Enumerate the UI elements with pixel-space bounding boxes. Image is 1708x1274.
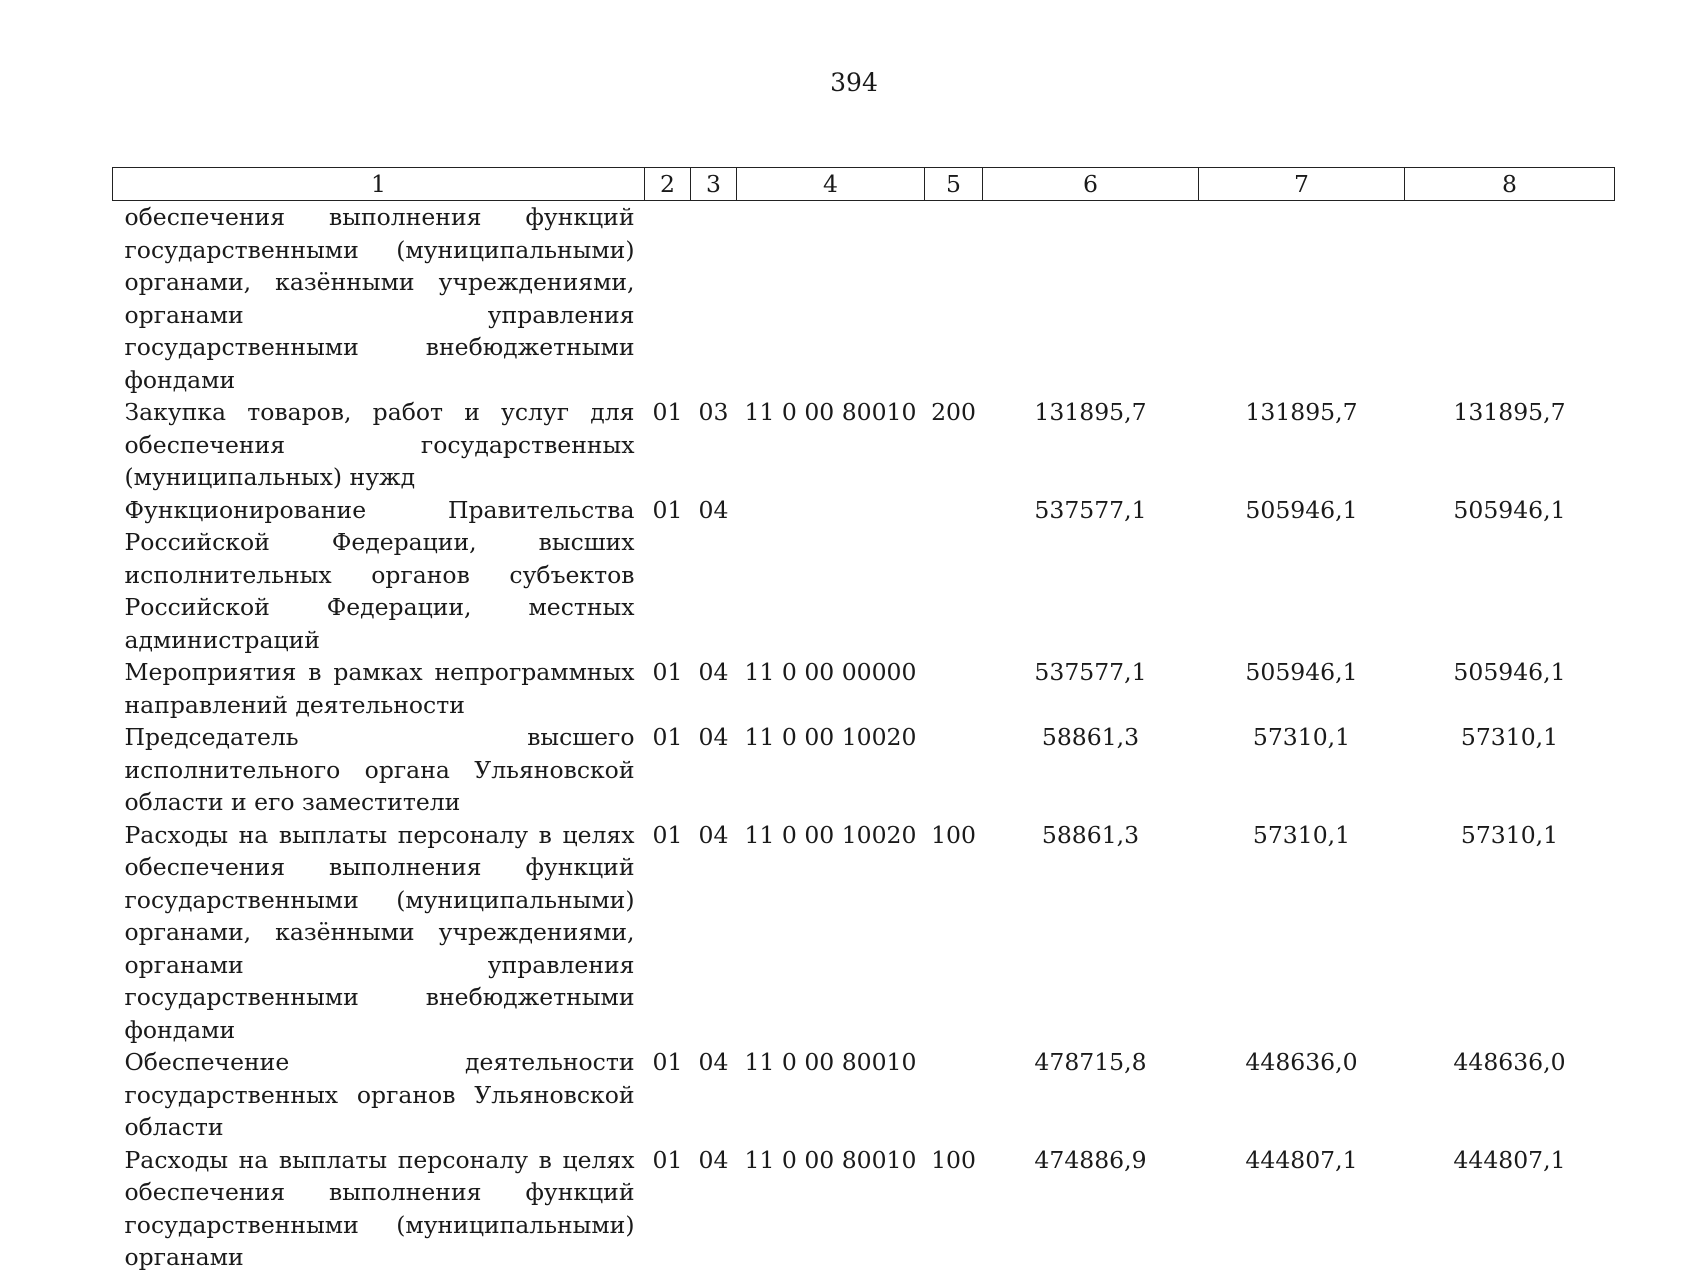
header-col-7: 7 — [1199, 168, 1405, 201]
row-section: 01 — [652, 495, 683, 524]
table-row — [113, 396, 1615, 494]
row-description: Расходы на выплаты персоналу в целях обеспечения выполнения функций государственными (муниципальными) органами — [124, 1145, 635, 1271]
header-col-2: 2 — [645, 168, 691, 201]
row-description: Председатель высшего исполнительного органа Ульяновской области и его заместители — [124, 723, 635, 816]
row-description: Функционирование Правительства Российской Федерации, высших исполнительных органов субъектов Российской Федерации, местных администраций — [124, 495, 635, 654]
row-subsection: 04 — [698, 1048, 729, 1076]
row-target-article — [737, 201, 925, 397]
row-amount-col-8: 444807,1 — [1453, 1145, 1566, 1174]
row-expense-type — [925, 656, 983, 721]
budget-table — [112, 167, 1615, 1274]
row-amount-col-7 — [1199, 201, 1405, 397]
row-expense-type: 100 — [931, 820, 976, 849]
row-section: 01 — [652, 820, 683, 849]
row-subsection: 03 — [698, 398, 729, 426]
row-subsection: 04 — [698, 658, 729, 686]
row-amount-col-8: 57310,1 — [1460, 820, 1559, 849]
header-col-1: 1 — [113, 168, 645, 201]
row-section: 01 — [652, 1145, 683, 1174]
table-header — [113, 168, 1615, 201]
row-expense-type — [925, 721, 983, 819]
row-section: 01 — [652, 658, 683, 686]
row-description: Мероприятия в рамках непрограммных направлений деятельности — [124, 658, 635, 719]
row-amount-col-7: 444807,1 — [1245, 1145, 1358, 1174]
header-col-6: 6 — [983, 168, 1199, 201]
table-row — [113, 494, 1615, 657]
table-row — [113, 656, 1615, 721]
row-target-article: 11 0 00 00000 — [744, 658, 917, 686]
row-target-article: 11 0 00 80010 — [744, 1048, 917, 1076]
row-amount-col-7: 131895,7 — [1245, 398, 1358, 426]
table-row — [113, 1046, 1615, 1144]
table-row — [113, 819, 1615, 1047]
row-description: Расходы на выплаты персоналу в целях обеспечения выполнения функций государственными (муниципальными) органами, казёнными учреждениями, органами управления государственными внебюджетными фондами — [124, 820, 635, 1044]
row-expense-type — [925, 1046, 983, 1144]
row-description: Обеспечение деятельности государственных органов Ульяновской области — [124, 1048, 635, 1141]
row-amount-col-6: 58861,3 — [1041, 723, 1140, 751]
row-target-article: 11 0 00 10020 — [744, 820, 917, 849]
row-amount-col-7: 57310,1 — [1252, 723, 1351, 751]
row-amount-col-6: 537577,1 — [1034, 658, 1147, 686]
row-section: 01 — [652, 398, 683, 426]
row-subsection: 04 — [698, 1145, 729, 1174]
row-description: обеспечения выполнения функций государственными (муниципальными) органами, казёнными учреждениями, органами управления государственными внебюджетными фондами — [124, 203, 635, 394]
row-amount-col-6: 537577,1 — [1034, 495, 1147, 524]
row-subsection: 04 — [698, 820, 729, 849]
row-expense-type — [925, 201, 983, 397]
row-amount-col-8: 505946,1 — [1453, 495, 1566, 524]
row-target-article: 11 0 00 80010 — [744, 398, 917, 426]
row-target-article: 11 0 00 10020 — [744, 723, 917, 751]
row-section: 01 — [652, 1048, 683, 1076]
row-expense-type — [925, 494, 983, 657]
row-amount-col-8: 131895,7 — [1453, 398, 1566, 426]
header-col-4: 4 — [737, 168, 925, 201]
row-amount-col-8 — [1405, 201, 1615, 397]
row-amount-col-7: 57310,1 — [1252, 820, 1351, 849]
row-amount-col-7: 505946,1 — [1245, 495, 1358, 524]
header-col-5: 5 — [925, 168, 983, 201]
row-amount-col-6: 478715,8 — [1034, 1048, 1147, 1076]
row-expense-type: 100 — [931, 1145, 976, 1174]
row-target-article: 11 0 00 80010 — [744, 1145, 917, 1174]
row-amount-col-7: 505946,1 — [1245, 658, 1358, 686]
table-body — [113, 201, 1615, 1274]
row-subsection: 04 — [698, 495, 729, 524]
header-col-8: 8 — [1405, 168, 1615, 201]
row-target-article — [737, 494, 925, 657]
table-row — [113, 1144, 1615, 1274]
row-section: 01 — [652, 723, 683, 751]
row-amount-col-8: 448636,0 — [1453, 1048, 1566, 1076]
row-amount-col-8: 57310,1 — [1460, 723, 1559, 751]
row-description: Закупка товаров, работ и услуг для обеспечения государственных (муниципальных) нужд — [124, 398, 635, 491]
row-subsection — [691, 201, 737, 397]
row-amount-col-7: 448636,0 — [1245, 1048, 1358, 1076]
header-col-3: 3 — [691, 168, 737, 201]
row-subsection: 04 — [698, 723, 729, 751]
page-number: 394 — [830, 68, 878, 97]
row-amount-col-6: 474886,9 — [1034, 1145, 1147, 1174]
header-row — [113, 168, 1615, 201]
row-amount-col-6: 58861,3 — [1041, 820, 1140, 849]
table-row — [113, 201, 1615, 397]
budget-table-container — [112, 167, 1614, 1274]
row-amount-col-8: 505946,1 — [1453, 658, 1566, 686]
table-row — [113, 721, 1615, 819]
row-expense-type: 200 — [931, 398, 976, 426]
row-section — [645, 201, 691, 397]
row-amount-col-6: 131895,7 — [1034, 398, 1147, 426]
row-amount-col-6 — [983, 201, 1199, 397]
